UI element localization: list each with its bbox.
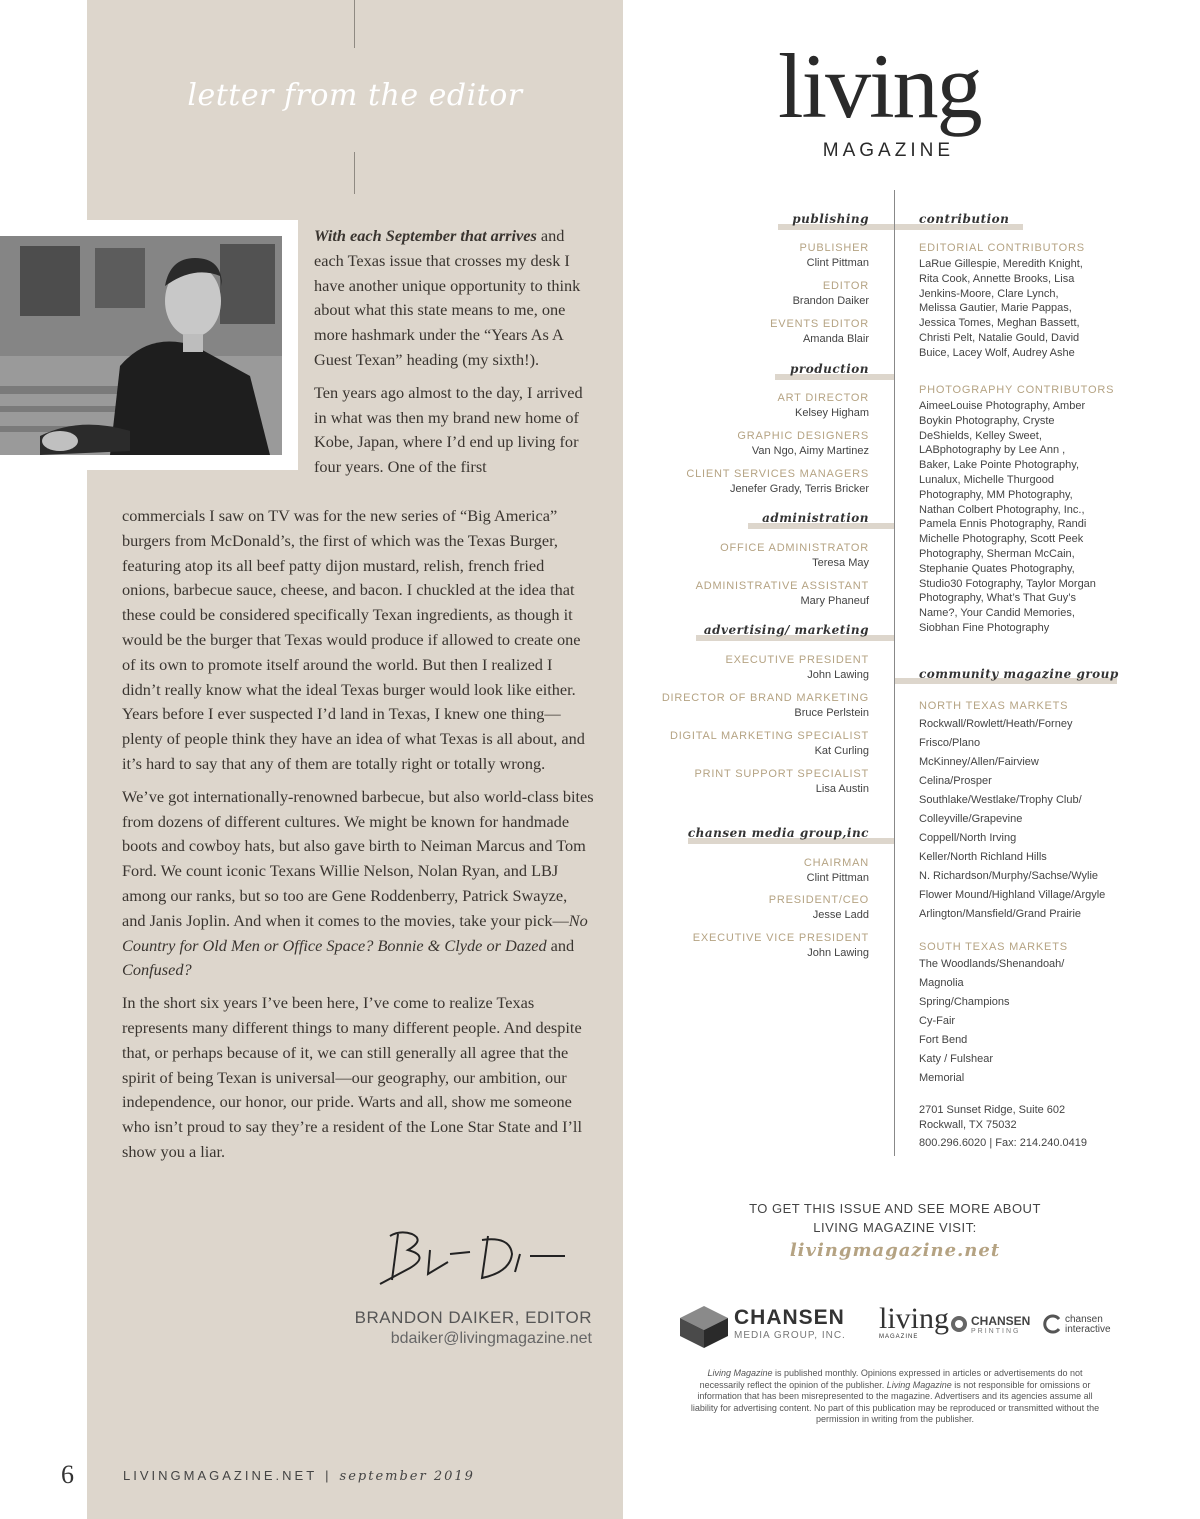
cta-line-1: TO GET THIS ISSUE AND SEE MORE ABOUT <box>749 1201 1041 1216</box>
list-photography-contributors: AimeeLouise Photography, Amber Boykin Photography, Cryste DeShields, Kelley Sweet, LABphotography by Lee Ann , Baker, Lake Pointe Photography, Lunalux, Michelle Thurgood Photography, MM Photography, Nathan Colbert Photography, Inc., Pamela Ennis Photography, Randi Michelle Photography, Scott Peek Photography, Sherman McCain, Stephanie Quates Photography, Studio30 Fotography, Taylor Morgan Photography, What’s That Guy’s Name?, Your Candid Memories, Siobhan Fine Photography <box>919 400 1096 634</box>
role-client-services: CLIENT SERVICES MANAGERS <box>686 468 869 480</box>
role-events-editor: EVENTS EDITOR <box>770 318 869 330</box>
name-editor: Brandon Daiker <box>792 295 869 307</box>
name-print-support: Lisa Austin <box>815 783 869 795</box>
market-item: Fort Bend <box>919 1034 968 1046</box>
address-line-1: 2701 Sunset Ridge, Suite 602 <box>919 1104 1066 1116</box>
market-item: Flower Mound/Highland Village/Argyle <box>919 889 1106 901</box>
role-office-admin: OFFICE ADMINISTRATOR <box>720 542 869 554</box>
role-admin-assistant: ADMINISTRATIVE ASSISTANT <box>695 580 869 592</box>
market-item: Cy-Fair <box>919 1015 956 1027</box>
list-editorial-contributors: LaRue Gillespie, Meredith Knight, Rita Cook, Annette Brooks, Lisa Jenkins-Moore, Clare Lynch, Melissa Gautier, Marie Pappas, Jessica Tomes, Meghan Bassett, Christi Pelt, Natalie Gould, David Buice, Lacey Wolf, Audrey Ashe <box>919 258 1083 359</box>
name-events-editor: Amanda Blair <box>802 333 869 345</box>
section-production: production <box>790 362 869 376</box>
editor-photo <box>0 236 282 455</box>
role-print-support: PRINT SUPPORT SPECIALIST <box>694 768 869 780</box>
publisher-disclaimer: Living Magazine is published monthly. Opinions expressed in articles or advertisements do not necessarily reflect the opinion of the publisher. Living Magazine is not responsible for omissions or information that has been misrepresented to the magazine. Advertisers and its agencies assume all liability for advertising content. No part of this publication may be reproduced or transmitted without the permission in writing from the publisher. <box>690 1368 1100 1424</box>
name-chairman: Clint Pittman <box>806 872 869 884</box>
role-exec-president: EXECUTIVE PRESIDENT <box>725 654 869 666</box>
market-item: Memorial <box>919 1072 965 1084</box>
editor-email: bdaiker@livingmagazine.net <box>390 1330 592 1347</box>
editor-name: BRANDON DAIKER, EDITOR <box>354 1308 592 1327</box>
website-link[interactable]: livingmagazine.net <box>789 1240 1001 1261</box>
section-publishing: publishing <box>792 212 869 226</box>
chansen-media-logo: CHANSEN <box>734 1306 845 1329</box>
role-digital-marketing: DIGITAL MARKETING SPECIALIST <box>669 730 869 742</box>
masthead-divider <box>894 190 895 1156</box>
mailing-address <box>919 1103 1087 1151</box>
letter-p2: commercials I saw on TV was for the new series of “Big America” burgers from McDonald’s, the first of which was the Texas Burger, featuring atop its all beef patty dijon mustard, relish, french fried onions, barbecue sauce, cheese, and bacon. I chuckled at the idea that these could be considered specifically Texan ingredients, as though it would be the burger that Texas would produce if allowed to create one of its own to promote itself around the world. But then I realized I didn’t really know what the ideal Texas burger would look like either. Years before I ever suspected I’d land in Texas, I knew one thing—plenty of people think they have an idea of what Texas is all about, and it’s hard to say that any of them are totally right or totally wrong. <box>122 506 585 773</box>
market-item: Coppell/North Irving <box>919 832 1017 844</box>
partner-logos <box>678 1302 1118 1352</box>
market-item: Colleyville/Grapevine <box>919 813 1023 825</box>
letter-p4: In the short six years I’ve been here, I’ve come to realize Texas represents many different things to many different people. And despite that, or perhaps because of it, we can still generally all agree that the spirit of being Texan is universal—our geography, our ambition, our independence, our honor, our pride. Warts and all, show me someone who isn’t proud to say they’re a resident of the Lone Star State and I’ll show you a liar. <box>122 993 582 1161</box>
letter-body <box>122 504 594 1173</box>
role-graphic-designers: GRAPHIC DESIGNERS <box>737 430 869 442</box>
footer-site: LIVINGMAGAZINE.NET <box>123 1468 318 1483</box>
market-item: Magnolia <box>919 977 964 989</box>
chansen-printing-sub: PRINTING <box>971 1328 1021 1335</box>
role-editorial-contributors: EDITORIAL CONTRIBUTORS <box>919 242 1085 254</box>
chansen-printing-icon <box>950 1315 968 1338</box>
name-exec-president: John Lawing <box>807 669 869 681</box>
letter-heading: letter from the editor <box>187 78 523 113</box>
disclaimer-mag: Living Magazine <box>707 1368 773 1378</box>
letter-intro <box>314 224 592 488</box>
name-evp: John Lawing <box>807 947 869 959</box>
market-item: N. Richardson/Murphy/Sachse/Wylie <box>919 870 1099 882</box>
divider-line-mid <box>354 152 355 194</box>
market-item: Keller/North Richland Hills <box>919 851 1047 863</box>
market-item: The Woodlands/Shenandoah/ <box>919 958 1065 970</box>
phone-fax: 800.296.6020 | Fax: 214.240.0419 <box>919 1137 1087 1149</box>
chansen-cube-icon <box>678 1304 730 1355</box>
page-footer <box>123 1468 475 1484</box>
list-south-texas <box>919 955 1064 1088</box>
section-administration: administration <box>762 511 869 525</box>
letter-lead: With each September that arrives <box>314 226 537 245</box>
page-number: 6 <box>61 1460 74 1489</box>
section-advertising: advertising/ marketing <box>703 623 869 637</box>
chansen-printing-logo: CHANSEN <box>971 1314 1031 1328</box>
name-art-director: Kelsey Higham <box>795 407 869 419</box>
logo-word: living <box>778 35 981 137</box>
name-digital-marketing: Kat Curling <box>814 745 869 757</box>
market-item: Spring/Champions <box>919 996 1010 1008</box>
market-item: Celina/Prosper <box>919 775 992 787</box>
movie-titles-2: Confused? <box>122 960 192 980</box>
market-item: Rockwall/Rowlett/Heath/Forney <box>919 718 1073 730</box>
living-small-sub: MAGAZINE <box>879 1334 919 1340</box>
name-client-services: Jenefer Grady, Terris Bricker <box>730 483 869 495</box>
role-north-texas: NORTH TEXAS MARKETS <box>919 700 1069 712</box>
chansen-media-sub: MEDIA GROUP, INC. <box>734 1330 846 1341</box>
section-chansen: chansen media group,inc <box>687 826 869 840</box>
market-item: Southlake/Westlake/Trophy Club/ <box>919 794 1082 806</box>
market-item: Frisco/Plano <box>919 737 981 749</box>
section-community: community magazine group <box>919 667 1119 681</box>
chansen-interactive-icon <box>1043 1314 1063 1339</box>
divider-line-top <box>354 0 355 48</box>
role-publisher: PUBLISHER <box>799 242 869 254</box>
movie-titles-1: No Country for Old Men or Office Space? Bonnie & Clyde or Dazed <box>122 910 588 955</box>
name-publisher: Clint Pittman <box>806 257 869 269</box>
letter-p1: and each Texas issue that crosses my desk I have another unique opportunity to think about what this state means to me, one more hashmark under the “Years As A Guest Texan” heading (my sixth!). <box>314 226 581 369</box>
role-art-director: ART DIRECTOR <box>777 392 869 404</box>
chansen-interactive-logo: chansen <box>1065 1314 1103 1325</box>
chansen-interactive-sub: interactive <box>1065 1324 1111 1335</box>
market-item: Katy / Fulshear <box>919 1053 993 1065</box>
footer-date: september 2019 <box>339 1469 475 1484</box>
section-contribution: contribution <box>919 212 1010 226</box>
market-item: McKinney/Allen/Fairview <box>919 756 1039 768</box>
footer-separator: | <box>325 1468 332 1483</box>
market-item: Arlington/Mansfield/Grand Prairie <box>919 908 1082 920</box>
cta-line-2: LIVING MAGAZINE VISIT: <box>813 1220 977 1235</box>
name-admin-assistant: Mary Phaneuf <box>800 595 869 607</box>
name-brand-marketing: Bruce Perlstein <box>794 707 869 719</box>
list-north-texas <box>919 715 1105 924</box>
address-line-2: Rockwall, TX 75032 <box>919 1118 1017 1131</box>
name-president-ceo: Jesse Ladd <box>812 909 869 921</box>
role-president-ceo: PRESIDENT/CEO <box>768 894 869 906</box>
role-editor: EDITOR <box>822 280 869 292</box>
name-office-admin: Teresa May <box>812 557 869 569</box>
living-magazine-logo <box>778 35 981 161</box>
living-small-logo: living <box>879 1302 950 1335</box>
name-graphic-designers: Van Ngo, Aimy Martinez <box>751 445 869 457</box>
role-brand-marketing: DIRECTOR OF BRAND MARKETING <box>661 692 869 704</box>
editor-signature <box>370 1222 580 1297</box>
role-photography-contributors: PHOTOGRAPHY CONTRIBUTORS <box>919 384 1115 396</box>
role-south-texas: SOUTH TEXAS MARKETS <box>919 941 1068 953</box>
logo-subtitle: MAGAZINE <box>822 140 954 161</box>
role-chairman: CHAIRMAN <box>803 857 869 869</box>
role-evp: EXECUTIVE VICE PRESIDENT <box>692 932 869 944</box>
letter-p3: We’ve got internationally-renowned barbecue, but also world-class bites from dozens of different cultures. We might be known for handmade boots and cowboy hats, but also gave birth to Neiman Marcus and Tom Ford. We count iconic Texans Willie Nelson, Nolan Ryan, and LBJ among our ranks, but so too are Gene Roddenberry, Patrick Swayze, and Janis Joplin. And when it comes to the movies, take your pick—No Country for Old Men or Office Space? Bonnie & Clyde or Dazed and Confused? <box>122 786 594 980</box>
letter-p2-start: Ten years ago almost to the day, I arrived in what was then my brand new home of Kobe, Japan, where I’d end up living for four years. One of the first <box>314 382 583 477</box>
